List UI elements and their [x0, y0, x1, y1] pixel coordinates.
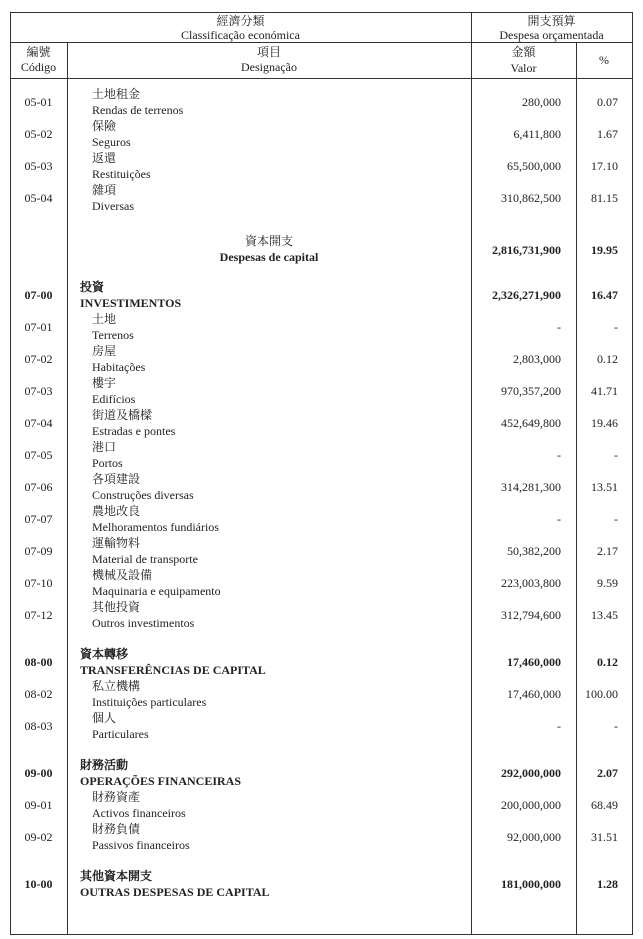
row-value: 200,000,000: [501, 798, 561, 812]
row-code: 08-02: [24, 687, 53, 701]
row-code: 07-03: [24, 384, 53, 398]
row-label-pt: OUTRAS DESPESAS DE CAPITAL: [80, 885, 270, 899]
row-label-pt: Restituições: [92, 167, 151, 181]
row-percent: 13.51: [591, 480, 618, 494]
row-label-zh: 機械及設備: [92, 568, 153, 582]
row-label-pt: Habitações: [92, 360, 146, 374]
row-value: -: [557, 320, 561, 334]
row-label-pt: Seguros: [92, 135, 131, 149]
row-code: 07-10: [24, 576, 53, 590]
row-label-pt: Particulares: [92, 727, 149, 741]
row-label-zh: 投資: [80, 280, 105, 294]
row-value: 970,357,200: [501, 384, 561, 398]
row-value: 50,382,200: [507, 544, 561, 558]
row-code: 05-02: [24, 127, 53, 141]
classification-heading-pt: Classificação económica: [181, 28, 300, 42]
row-label-pt: Terrenos: [92, 328, 134, 342]
row-label-zh: 運輸物料: [92, 536, 141, 550]
row-label-pt: Portos: [92, 456, 123, 470]
row-value: 17,460,000: [507, 655, 561, 669]
row-label-pt: Activos financeiros: [92, 806, 186, 820]
row-value: -: [557, 719, 561, 733]
row-code: 07-12: [24, 608, 53, 622]
classification-heading-zh: 經濟分類: [216, 14, 265, 28]
row-code: 08-00: [24, 655, 53, 669]
row-percent: 17.10: [591, 159, 618, 173]
table-bottom-border: [10, 934, 633, 935]
table-right-border: [632, 12, 633, 935]
column-divider-code: [67, 42, 68, 935]
row-value: 17,460,000: [507, 687, 561, 701]
row-code: 05-01: [24, 95, 53, 109]
row-code: 07-04: [24, 416, 53, 430]
percent-heading: %: [599, 53, 609, 67]
row-value: 314,281,300: [501, 480, 561, 494]
row-label-zh: 其他投資: [92, 600, 141, 614]
row-value: 310,862,500: [501, 191, 561, 205]
row-value: 452,649,800: [501, 416, 561, 430]
row-percent: 0.12: [597, 352, 618, 366]
row-label-pt: Diversas: [92, 199, 134, 213]
row-percent: 68.49: [591, 798, 618, 812]
table-top-border: [10, 12, 633, 13]
row-label-pt: Passivos financeiros: [92, 838, 190, 852]
row-label-pt: Material de transporte: [92, 552, 198, 566]
row-code: 09-00: [24, 766, 53, 780]
row-percent: 41.71: [591, 384, 618, 398]
row-code: 07-09: [24, 544, 53, 558]
row-label-zh: 資本轉移: [80, 647, 129, 661]
row-label-pt: Construções diversas: [92, 488, 194, 502]
row-value: 2,326,271,900: [492, 288, 561, 302]
row-value: 292,000,000: [501, 766, 561, 780]
row-percent: 2.17: [597, 544, 618, 558]
row-label-pt: Rendas de terrenos: [92, 103, 184, 117]
code-heading-pt: Código: [20, 60, 57, 74]
row-label-zh: 其他資本開支: [80, 869, 153, 883]
row-percent: 16.47: [591, 288, 618, 302]
row-code: 07-07: [24, 512, 53, 526]
header-divider: [10, 42, 633, 43]
row-percent: 1.28: [597, 877, 618, 891]
row-label-zh: 財務負債: [92, 822, 141, 836]
row-label-zh: 農地改良: [92, 504, 141, 518]
row-label-zh: 返還: [92, 151, 117, 165]
row-label-zh: 私立機構: [92, 679, 141, 693]
value-heading-pt: Valor: [510, 61, 537, 75]
row-code: 09-01: [24, 798, 53, 812]
row-value: 92,000,000: [507, 830, 561, 844]
row-code: 07-01: [24, 320, 53, 334]
row-label-pt: TRANSFERÊNCIAS DE CAPITAL: [80, 663, 266, 677]
row-label-zh: 個人: [92, 711, 117, 725]
row-value: 2,816,731,900: [492, 243, 561, 257]
row-label-zh: 樓宇: [92, 376, 117, 390]
row-percent: 100.00: [585, 687, 618, 701]
row-label-zh: 房屋: [92, 344, 117, 358]
row-percent: 13.45: [591, 608, 618, 622]
row-label-zh: 雜項: [92, 183, 117, 197]
row-label-pt: Maquinaria e equipamento: [92, 584, 221, 598]
row-label-pt: Outros investimentos: [92, 616, 195, 630]
row-value: 6,411,800: [513, 127, 561, 141]
row-label-pt: Despesas de capital: [219, 250, 319, 264]
row-percent: -: [614, 448, 618, 462]
row-label-pt: OPERAÇÕES FINANCEIRAS: [80, 774, 242, 788]
row-value: 65,500,000: [507, 159, 561, 173]
row-label-zh: 財務資產: [92, 790, 141, 804]
item-heading-pt: Designação: [241, 60, 297, 74]
row-code: 07-06: [24, 480, 53, 494]
row-code: 05-04: [24, 191, 53, 205]
row-value: 312,794,600: [501, 608, 561, 622]
row-code: 07-00: [24, 288, 53, 302]
row-label-pt: Edifícios: [92, 392, 136, 406]
row-label-zh: 土地: [92, 312, 117, 326]
row-label-pt: Instituições particulares: [92, 695, 207, 709]
row-value: 2,803,000: [513, 352, 561, 366]
value-heading-zh: 金額: [511, 45, 536, 59]
row-label-zh: 土地租金: [92, 87, 141, 101]
row-label-zh: 財務活動: [80, 758, 129, 772]
row-label-zh: 保險: [92, 119, 117, 133]
row-value: -: [557, 512, 561, 526]
row-percent: 19.95: [591, 243, 618, 257]
item-heading-zh: 項目: [256, 45, 281, 59]
row-label-zh: 港口: [92, 440, 117, 454]
code-heading-zh: 編號: [26, 45, 51, 59]
row-percent: 9.59: [597, 576, 618, 590]
row-label-pt: Estradas e pontes: [92, 424, 176, 438]
row-value: 280,000: [522, 95, 561, 109]
row-percent: 81.15: [591, 191, 618, 205]
row-percent: 0.07: [597, 95, 618, 109]
row-percent: 0.12: [597, 655, 618, 669]
row-code: 09-02: [24, 830, 53, 844]
row-percent: -: [614, 320, 618, 334]
row-label-zh: 資本開支: [244, 234, 293, 248]
row-value: 223,003,800: [501, 576, 561, 590]
row-label-pt: INVESTIMENTOS: [80, 296, 182, 310]
table-left-border: [10, 12, 11, 935]
budget-heading-zh: 開支預算: [527, 14, 576, 28]
header-bottom-border: [10, 78, 633, 79]
row-code: 08-03: [24, 719, 53, 733]
row-percent: 19.46: [591, 416, 618, 430]
row-code: 07-05: [24, 448, 53, 462]
row-percent: 1.67: [597, 127, 618, 141]
row-label-zh: 街道及橋樑: [92, 408, 153, 422]
row-code: 07-02: [24, 352, 53, 366]
budget-heading-pt: Despesa orçamentada: [499, 28, 604, 42]
column-divider-value: [471, 12, 472, 935]
row-percent: -: [614, 719, 618, 733]
row-percent: 2.07: [597, 766, 618, 780]
row-percent: 31.51: [591, 830, 618, 844]
row-code: 05-03: [24, 159, 53, 173]
row-percent: -: [614, 512, 618, 526]
row-label-zh: 各項建設: [92, 472, 141, 486]
row-value: 181,000,000: [501, 877, 561, 891]
row-code: 10-00: [24, 877, 53, 891]
row-label-pt: Melhoramentos fundiários: [92, 520, 219, 534]
row-value: -: [557, 448, 561, 462]
